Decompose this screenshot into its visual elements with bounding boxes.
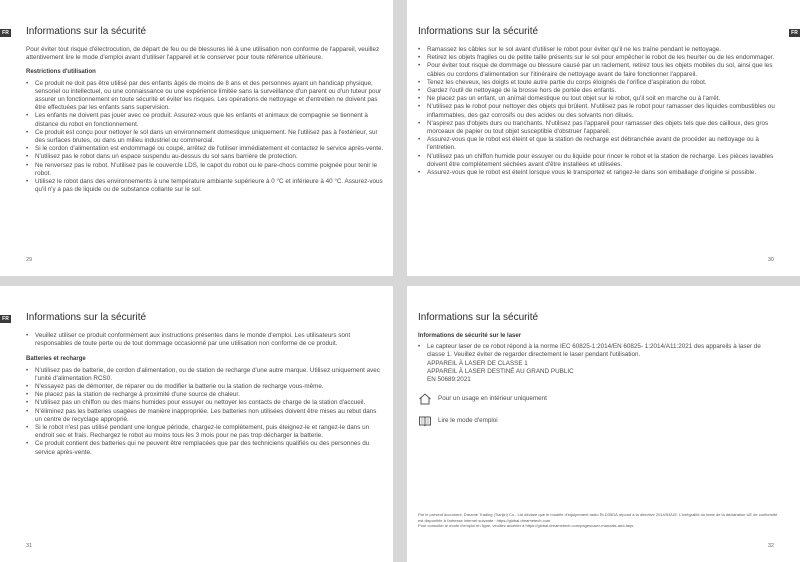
section-subtitle: Informations de sécurité sur le laser [418, 333, 522, 339]
page-title: Informations sur la sécurité [26, 312, 147, 323]
laser-class-line: APPAREIL À LASER DE CLASSE 1 [427, 359, 528, 367]
bullet-list [26, 367, 384, 457]
laser-class-block [418, 360, 780, 385]
page-30 [407, 0, 800, 276]
page-content [418, 46, 780, 177]
page-title: Informations sur la sécurité [418, 312, 539, 323]
list-item: • N'utilisez pas un chiffon humide pour essuyer ou du liquide pour rincer le robot et la station de recharge. Les pièces lavables doivent être complètement séchées avant d'être installées et utilisées. [418, 153, 780, 169]
list-item: • Ce produit ne doit pas être utilisé par des enfants âgés de moins de 8 ans et des personnes ayant un handicap physique, sensoriel ou intellectuel, ou une connaissance ou une expérience limitée sans la surveillance d'un parent ou d'un tuteur pour assurer un fonctionnement en toute sécurité et éviter les risques. Les opérations de nettoyage et d'entretien ne doivent pas être effectuées par les enfants sans supervision. [26, 80, 384, 113]
section-subtitle: Batteries et recharge [26, 356, 86, 363]
indoor-use-row [418, 392, 780, 406]
bullet-list [418, 46, 780, 177]
indoor-use-label: Pour un usage en intérieur uniquement [438, 395, 547, 403]
page-number: 29 [26, 257, 33, 263]
page-number: 31 [26, 543, 33, 549]
list-item: • N'utilisez pas de batterie, de cordon d'alimentation, ou de station de recharge d'une autre marque. Utilisez uniquement avec l'unité d'alimentation RCS0. [26, 367, 384, 383]
list-item: • Retirez les objets fragiles ou de petite taille présents sur le sol pour empêcher le robot de les heurter ou de les endommager. [418, 54, 780, 62]
list-item: • N'utilisez pas le robot pour nettoyer des objets qui brûlent. N'utilisez pas le robot pour ramasser des liquides combustibles ou inflammables, des gaz corrosifs ou des acides ou des solvants non dilués. [418, 103, 780, 119]
book-icon [418, 414, 432, 428]
page-number: 30 [767, 257, 774, 263]
bullet-list [418, 343, 780, 359]
list-item: • Ce produit est conçu pour nettoyer le sol dans un environnement domestique uniquement. Ne l'utilisez pas à l'extérieur, sur des surfaces brutes, ou dans un milieu industriel ou commercial. [26, 129, 384, 145]
list-item: • Pour éviter tout risque de dommage ou blessure causé par un raclement, retirez tous les objets mobiles du sol, ainsi que les câbles ou cordons d'alimentation sur l'itinéraire de nettoyage avant de faire fonctionner l'appareil. [418, 62, 780, 78]
house-icon [418, 392, 432, 406]
list-item: • Les enfants ne doivent pas jouer avec ce produit. Assurez-vous que les enfants et animaux de compagnie se tiennent à distance du robot en fonctionnement. [26, 112, 384, 128]
read-manual-row [418, 414, 780, 428]
bullet-list [26, 332, 384, 348]
list-item: • Si le cordon d'alimentation est endommagé ou coupé, arrêtez de l'utiliser immédiatement et contactez le service après-vente. [26, 145, 384, 153]
page-29 [0, 0, 393, 276]
page-32 [407, 286, 800, 562]
list-item: • Utilisez le robot dans des environnements à une température ambiante supérieure à 0 °C et inférieure à 40 °C. Assurez-vous qu'il n'y a pas de liquide ou de substance collante sur le sol. [26, 178, 384, 194]
list-item: • N'aspirez pas d'objets durs ou tranchants. N'utilisez pas l'appareil pour ramasser des objets tels que des cailloux, des gros morceaux de papier ou tout objet susceptible d'obstruer l'appareil. [418, 120, 780, 136]
page-content [26, 46, 384, 194]
page-31 [0, 286, 393, 562]
list-item: • Le capteur laser de ce robot répond à la norme IEC 60825-1:2014/EN 60825- 1:2014/A11:2021 des appareils à laser de classe 1. Veuillez éviter de regarder directement le laser pendant l'utilisation. [418, 343, 780, 359]
list-item: • Assurez-vous que le robot est éteint lorsque vous le transportez et rangez-le dans son emballage d'origine si possible. [418, 169, 780, 177]
list-item: • Gardez l'outil de nettoyage de la brosse hors de portée des enfants. [418, 87, 780, 95]
list-item: • Si le robot n'est pas utilisé pendant une longue période, chargez-le complètement, puis éteignez-le et rangez-le dans un endroit sec et frais. Rechargez le robot au moins tous les 3 mois pour ne pas trop décharger la batterie. [26, 424, 384, 440]
list-item: • Ne placez pas la station de recharge à proximité d'une source de chaleur. [26, 391, 384, 399]
list-item: • Ramassez les câbles sur le sol avant d'utiliser le robot pour éviter qu'il ne les traîne pendant le nettoyage. [418, 46, 780, 54]
language-tab: FR [789, 29, 800, 37]
list-item: • Assurez-vous que le robot est éteint et que la station de recharge est débranchée avant de procéder au nettoyage ou à l'entretien. [418, 136, 780, 152]
list-item: • N'essayez pas de démonter, de réparer ou de modifier la batterie ou la station de recharge vous-même. [26, 383, 384, 391]
list-item: • N'éliminez pas les batteries usagées de manière inappropriée. Les batteries non utilisées doivent être mises au rebut dans un centre de recyclage approprié. [26, 408, 384, 424]
list-item: • Ce produit contient des batteries qui ne peuvent être remplacées que par des techniciens qualifiés ou des personnes du service après-vente. [26, 440, 384, 456]
page-content [26, 332, 384, 457]
read-manual-label: Lire le mode d'emploi [438, 417, 498, 425]
list-item: • N'utilisez pas un chiffon ou des mains humides pour essuyer ou nettoyer les contacts de charge de la station d'accueil. [26, 399, 384, 407]
language-tab: FR [0, 315, 11, 323]
laser-class-line: APPAREIL À LASER DESTINÉ AU GRAND PUBLIC [427, 367, 574, 375]
section-subtitle: Restrictions d'utilisation [26, 69, 96, 76]
language-tab: FR [0, 29, 11, 37]
page-title: Informations sur la sécurité [418, 26, 539, 37]
bullet-list [26, 80, 384, 195]
compliance-footer: Par le présent document, Dreame Trading (Tianjin) Co., Ltd déclare que le modèle d'équipement radio RLD35GA répond à la directive 2014/53/UE. L'intégralité du texte de la déclaration UE de conformité est disponible à l'adresse internet suivante : https://global.dreametech.com Pour consulter le mode d'emploi en ligne, veuillez accéder à https://global.dreametech.com/pages/user-manuals-and-faqs [418, 512, 778, 528]
list-item: • Ne placez pas un enfant, un animal domestique ou tout objet sur le robot, qu'il soit en marche ou à l'arrêt. [418, 95, 780, 103]
intro-paragraph: Pour éviter tout risque d'électrocution, de départ de feu ou de blessures lié à une utilisation non conforme de l'appareil, veuillez attentivement lire le mode d'emploi avant d'utiliser l'appareil et le conserver pour toute référence ultérieure. [26, 46, 380, 62]
list-item: • Tenez les cheveux, les doigts et toute autre partie du corps éloignés de l'orifice d'aspiration du robot. [418, 79, 780, 87]
laser-class-line: EN 50689:2021 [427, 376, 471, 384]
list-item: • Ne renversez pas le robot. N'utilisez pas le couvercle LDS, le capot du robot ou le pare-chocs comme poignée pour tenir le robot. [26, 162, 384, 178]
list-item: • Veuillez utiliser ce produit conformément aux instructions présentes dans le monde d'emploi. Les utilisateurs sont responsables de toute perte ou de tout dommage occasionné par une utilisation non conforme de ce produit. [26, 332, 384, 348]
list-item: • N'utilisez pas le robot dans un espace suspendu au-dessus du sol sans barrière de protection. [26, 153, 384, 161]
page-content [418, 332, 780, 428]
page-number: 32 [767, 543, 774, 549]
page-title: Informations sur la sécurité [26, 26, 147, 37]
